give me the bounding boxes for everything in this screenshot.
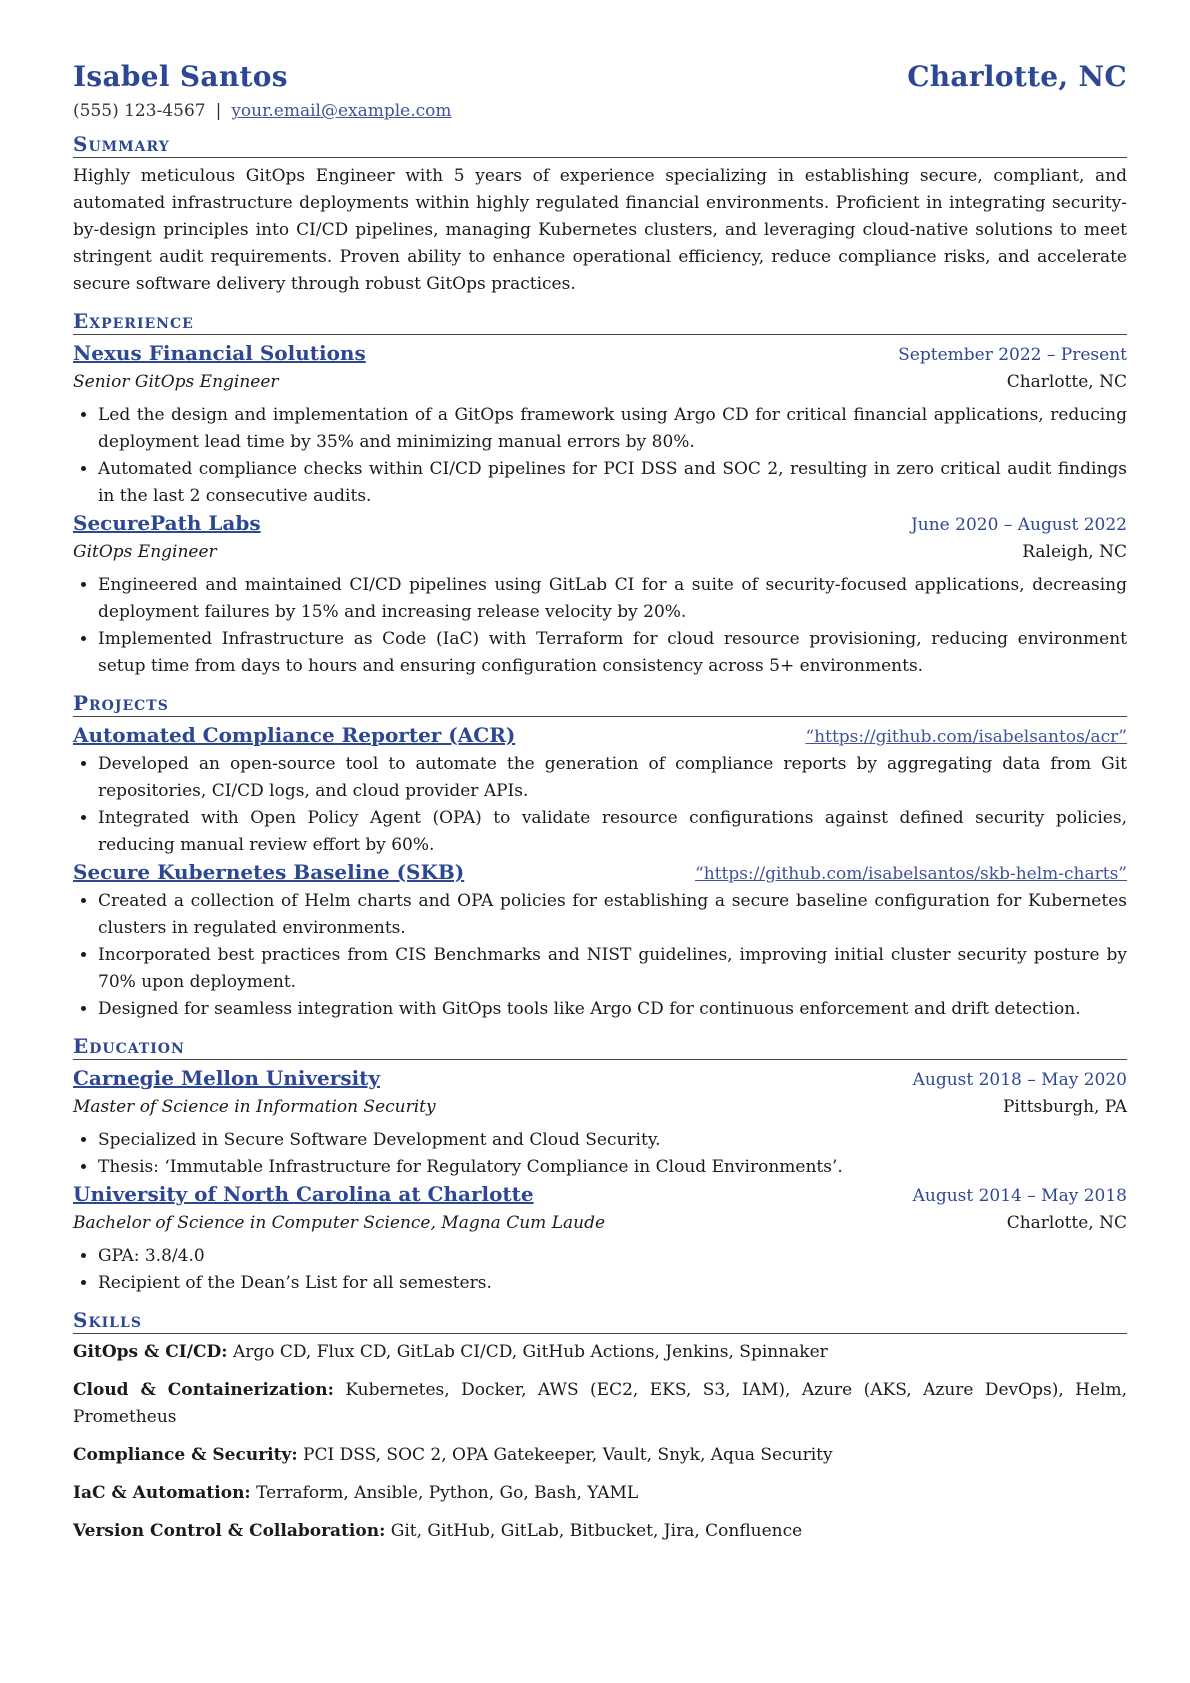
bullet-list bbox=[73, 572, 1127, 680]
job-role: GitOps Engineer bbox=[73, 542, 217, 562]
skill-value: Git, GitHub, GitLab, Bitbucket, Jira, Confluence bbox=[390, 1521, 803, 1541]
skill-value: Argo CD, Flux CD, GitLab CI/CD, GitHub Actions, Jenkins, Spinnaker bbox=[232, 1342, 828, 1362]
skill-row bbox=[73, 1339, 1127, 1366]
experience-entry bbox=[73, 510, 1127, 680]
bullet-item: • Led the design and implementation of a GitOps framework using Argo CD for critical financial applications, reducing deployment lead time by 35% and minimizing manual errors by 80%. bbox=[98, 402, 1127, 456]
company-name[interactable]: SecurePath Labs bbox=[73, 511, 261, 535]
bullet-list bbox=[73, 751, 1127, 859]
section-title-skills: Skills bbox=[73, 1307, 1127, 1334]
skill-row bbox=[73, 1518, 1127, 1545]
project-link[interactable]: “https://github.com/isabelsantos/acr” bbox=[805, 727, 1127, 747]
skill-value: Terraform, Ansible, Python, Go, Bash, YAML bbox=[256, 1483, 639, 1503]
entry-dates: August 2014 – May 2018 bbox=[912, 1186, 1127, 1206]
section-title-experience: Experience bbox=[73, 308, 1127, 335]
entry-location: Charlotte, NC bbox=[1006, 1213, 1127, 1233]
project-entry bbox=[73, 722, 1127, 859]
resume-header bbox=[73, 60, 1127, 93]
bullet-item: • Automated compliance checks within CI/CD pipelines for PCI DSS and SOC 2, resulting in zero critical audit findings in the last 2 consecutive audits. bbox=[98, 456, 1127, 510]
bullet-list bbox=[73, 1243, 1127, 1297]
bullet-item: • Developed an open-source tool to automate the generation of compliance reports by aggregating data from Git repositories, CI/CD logs, and cloud provider APIs. bbox=[98, 751, 1127, 805]
email-link[interactable]: your.email@example.com bbox=[231, 101, 452, 121]
skill-row bbox=[73, 1377, 1127, 1431]
entry-dates: September 2022 – Present bbox=[898, 345, 1127, 365]
school-name[interactable]: University of North Carolina at Charlotte bbox=[73, 1182, 534, 1206]
section-title-summary: Summary bbox=[73, 131, 1127, 158]
experience-entry bbox=[73, 340, 1127, 510]
entry-location: Pittsburgh, PA bbox=[1002, 1097, 1127, 1117]
job-role: Senior GitOps Engineer bbox=[73, 372, 279, 392]
bullet-item: • Recipient of the Dean’s List for all semesters. bbox=[98, 1270, 1127, 1297]
entry-dates: August 2018 – May 2020 bbox=[912, 1070, 1127, 1090]
bullet-item: • Designed for seamless integration with GitOps tools like Argo CD for continuous enforcement and drift detection. bbox=[98, 996, 1127, 1023]
candidate-name: Isabel Santos bbox=[73, 60, 288, 93]
summary-text: Highly meticulous GitOps Engineer with 5 years of experience specializing in establishing secure, compliant, and automated infrastructure deployments within highly regulated financial environments. Proficient in integrating security-by-design principles into CI/CD pipelines, managing Kubernetes clusters, and leveraging cloud-native solutions to meet stringent audit requirements. Proven ability to enhance operational efficiency, reduce compliance risks, and accelerate secure software delivery through robust GitOps practices. bbox=[73, 166, 1127, 294]
bullet-item: • Integrated with Open Policy Agent (OPA) to validate resource configurations against defined security policies, reducing manual review effort by 60%. bbox=[98, 805, 1127, 859]
bullet-list bbox=[73, 402, 1127, 510]
company-name[interactable]: Nexus Financial Solutions bbox=[73, 341, 366, 365]
skill-label: GitOps & CI/CD: bbox=[73, 1342, 228, 1362]
candidate-location: Charlotte, NC bbox=[907, 60, 1127, 93]
resume-page bbox=[73, 60, 1127, 1556]
bullet-item: • GPA: 3.8/4.0 bbox=[98, 1243, 1127, 1270]
bullet-list bbox=[73, 1127, 1127, 1181]
degree-name: Bachelor of Science in Computer Science, Magna Cum Laude bbox=[73, 1213, 606, 1233]
entry-location: Raleigh, NC bbox=[1022, 542, 1127, 562]
skill-value: Kubernetes, Docker, AWS (EC2, EKS, S3, IAM), Azure (AKS, Azure DevOps), Helm, Prometheus bbox=[73, 1380, 1128, 1427]
bullet-item: • Implemented Infrastructure as Code (IaC) with Terraform for cloud resource provisioning, reducing environment setup time from days to hours and ensuring configuration consistency across 5+ environments. bbox=[98, 626, 1127, 680]
contact-separator: | bbox=[215, 101, 222, 121]
project-link[interactable]: “https://github.com/isabelsantos/skb-helm-charts” bbox=[695, 864, 1127, 884]
contact-line bbox=[73, 101, 1127, 121]
skill-label: Cloud & Containerization: bbox=[73, 1380, 334, 1400]
degree-name: Master of Science in Information Security bbox=[73, 1097, 436, 1117]
skill-label: Version Control & Collaboration: bbox=[73, 1521, 386, 1541]
project-entry bbox=[73, 859, 1127, 1023]
bullet-item: • Engineered and maintained CI/CD pipelines using GitLab CI for a suite of security-focused applications, decreasing deployment failures by 15% and increasing release velocity by 20%. bbox=[98, 572, 1127, 626]
phone-number: (555) 123-4567 bbox=[73, 101, 206, 121]
bullet-item: • Specialized in Secure Software Development and Cloud Security. bbox=[98, 1127, 1127, 1154]
section-title-education: Education bbox=[73, 1033, 1127, 1060]
school-name[interactable]: Carnegie Mellon University bbox=[73, 1066, 381, 1090]
education-entry bbox=[73, 1181, 1127, 1297]
bullet-item: • Thesis: ‘Immutable Infrastructure for Regulatory Compliance in Cloud Environments’. bbox=[98, 1154, 1127, 1181]
project-title[interactable]: Automated Compliance Reporter (ACR) bbox=[73, 723, 516, 747]
entry-dates: June 2020 – August 2022 bbox=[910, 515, 1127, 535]
skill-row bbox=[73, 1480, 1127, 1507]
project-title[interactable]: Secure Kubernetes Baseline (SKB) bbox=[73, 860, 465, 884]
bullet-item: • Incorporated best practices from CIS Benchmarks and NIST guidelines, improving initial cluster security posture by 70% upon deployment. bbox=[98, 942, 1127, 996]
skill-label: IaC & Automation: bbox=[73, 1483, 251, 1503]
section-title-projects: Projects bbox=[73, 690, 1127, 717]
skill-row bbox=[73, 1442, 1127, 1469]
skill-label: Compliance & Security: bbox=[73, 1445, 298, 1465]
skill-value: PCI DSS, SOC 2, OPA Gatekeeper, Vault, Snyk, Aqua Security bbox=[303, 1445, 833, 1465]
bullet-list bbox=[73, 888, 1127, 1023]
entry-location: Charlotte, NC bbox=[1006, 372, 1127, 392]
bullet-item: • Created a collection of Helm charts and OPA policies for establishing a secure baseline configuration for Kubernetes clusters in regulated environments. bbox=[98, 888, 1127, 942]
education-entry bbox=[73, 1065, 1127, 1181]
